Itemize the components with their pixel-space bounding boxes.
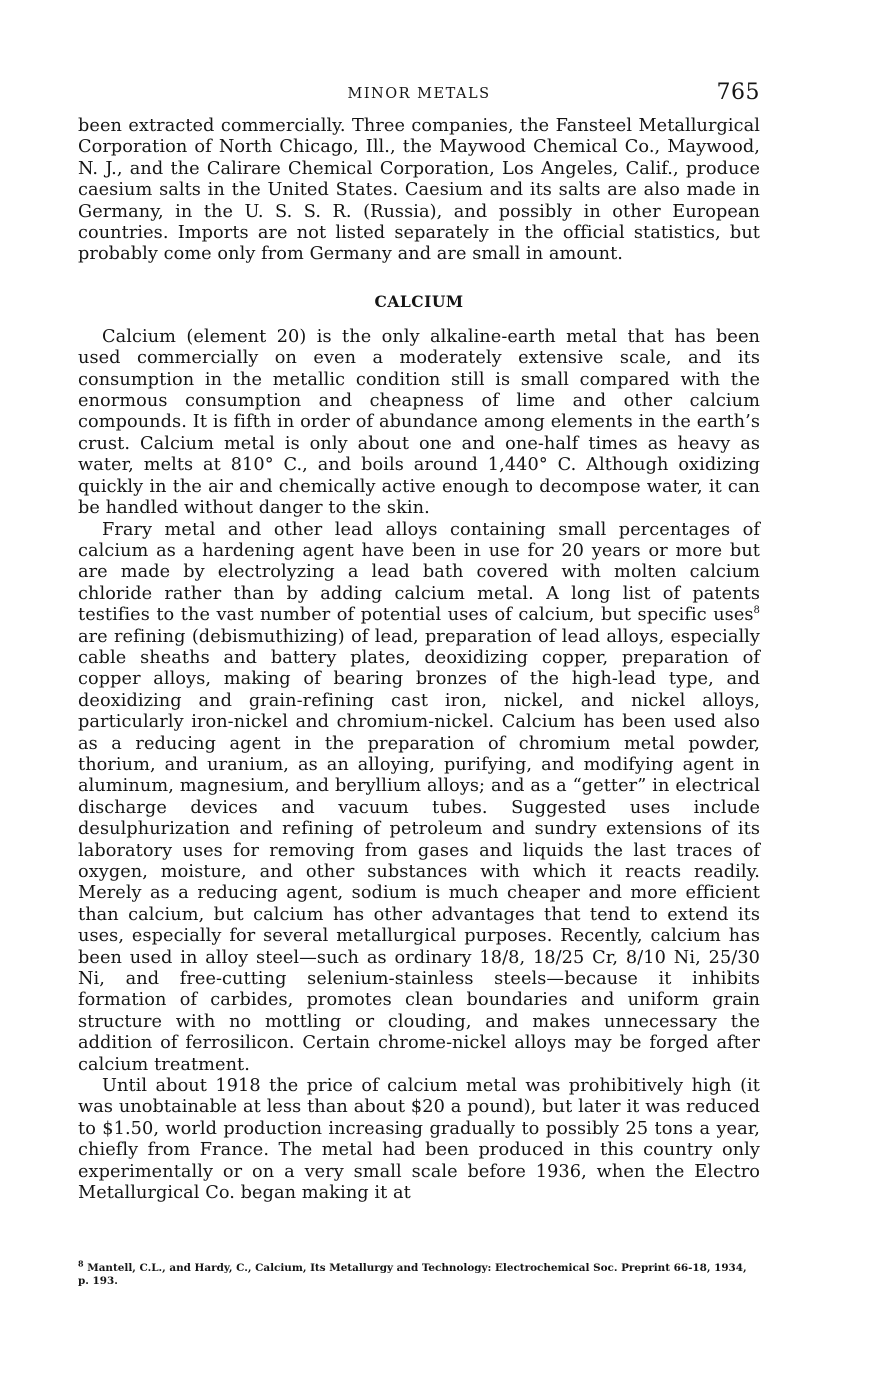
document-page xyxy=(78,80,760,1205)
paragraph-calcium-2 xyxy=(78,520,760,1077)
page-number: 765 xyxy=(716,80,760,105)
footnote xyxy=(78,1258,760,1287)
footnote-reference[interactable]: 8 xyxy=(753,605,760,617)
paragraph-calcium-2-part-b: are refining (debismuthizing) of lead, preparation of lead alloys, especially cable sheaths and battery plates, deoxidizing copper, preparation of copper alloys, making of bearing bronzes of the high-lead type, and deoxidizing and grain-refining cast iron, nickel, and nickel alloys, particularly iron-nickel and chromium-nickel. Calcium has been used also as a reducing agent in the preparation of chromium metal powder, thorium, and uranium, as an alloying, purifying, and modifying agent in aluminum, magnesium, and beryllium alloys; and as a “getter” in electrical discharge devices and vacuum tubes. Suggested uses include desulphurization and refining of petroleum and sundry extensions of its laboratory uses for removing from gases and liquids the last traces of oxygen, moisture, and other substances with which it reacts readily. Merely as a reducing agent, sodium is much cheaper and more efficient than calcium, but calcium has other advantages that tend to extend its uses, especially for several metallurgical purposes. Recently, calcium has been used in alloy steel—such as ordinary 18/8, 18/25 Cr, 8/10 Ni, 25/30 Ni, and free-cutting selenium-stainless steels—because it inhibits formation of carbides, promotes clean boundaries and uniform grain structure with no mottling or clouding, and makes unnecessary the addition of ferrosilicon. Certain chrome-nickel alloys may be forged after calcium treatment. xyxy=(78,626,760,1075)
paragraph-calcium-2-part-a: Frary metal and other lead alloys containing small percentages of calcium as a hardening agent have been in use for 20 years or more but are made by electrolyzing a lead bath covered with molten calcium chloride rather than by adding calcium metal. A long list of patents testifies to the vast number of potential uses of calcium, but specific uses xyxy=(78,519,760,626)
footnote-mark: 8 xyxy=(78,1258,84,1269)
running-header xyxy=(78,80,760,116)
section-heading-calcium: CALCIUM xyxy=(374,291,464,311)
running-title: MINOR METALS xyxy=(347,86,491,102)
paragraph-calcium-1: Calcium (element 20) is the only alkaline-earth metal that has been used commercially on even a moderately extensive scale, and its consumption in the metallic condition still is small compared with the enormous consumption and cheapness of lime and other calcium compounds. It is fifth in order of abundance among elements in the earth’s crust. Calcium metal is only about one and one-half times as heavy as water, melts at 810° C., and boils around 1,440° C. Although oxidizing quickly in the air and chemically active enough to decompose water, it can be handled without danger to the skin. xyxy=(78,326,760,519)
footnote-text: Mantell, C.L., and Hardy, C., Calcium, Its Metallurgy and Technology: Electrochemical Soc. Preprint 66-18, 1934, p. 193. xyxy=(78,1262,747,1287)
paragraph-calcium-3: Until about 1918 the price of calcium metal was prohibitively high (it was unobtainable at less than about $20 a pound), but later it was reduced to $1.50, world production increasing gradually to possibly 25 tons a year, chiefly from France. The metal had been produced in this country only experimentally or on a very small scale before 1936, when the Electro Metallurgical Co. began making it at xyxy=(78,1076,760,1204)
paragraph-continued: been extracted commercially. Three companies, the Fansteel Metallurgical Corporation of North Chicago, Ill., the Maywood Chemical Co., Maywood, N. J., and the Calirare Chemical Corporation, Los Angeles, Calif., produce caesium salts in the United States. Caesium and its salts are also made in Germany, in the U. S. S. R. (Russia), and possibly in other European countries. Imports are not listed separately in the official statistics, but probably come only from Germany and are small in amount. xyxy=(78,116,760,265)
